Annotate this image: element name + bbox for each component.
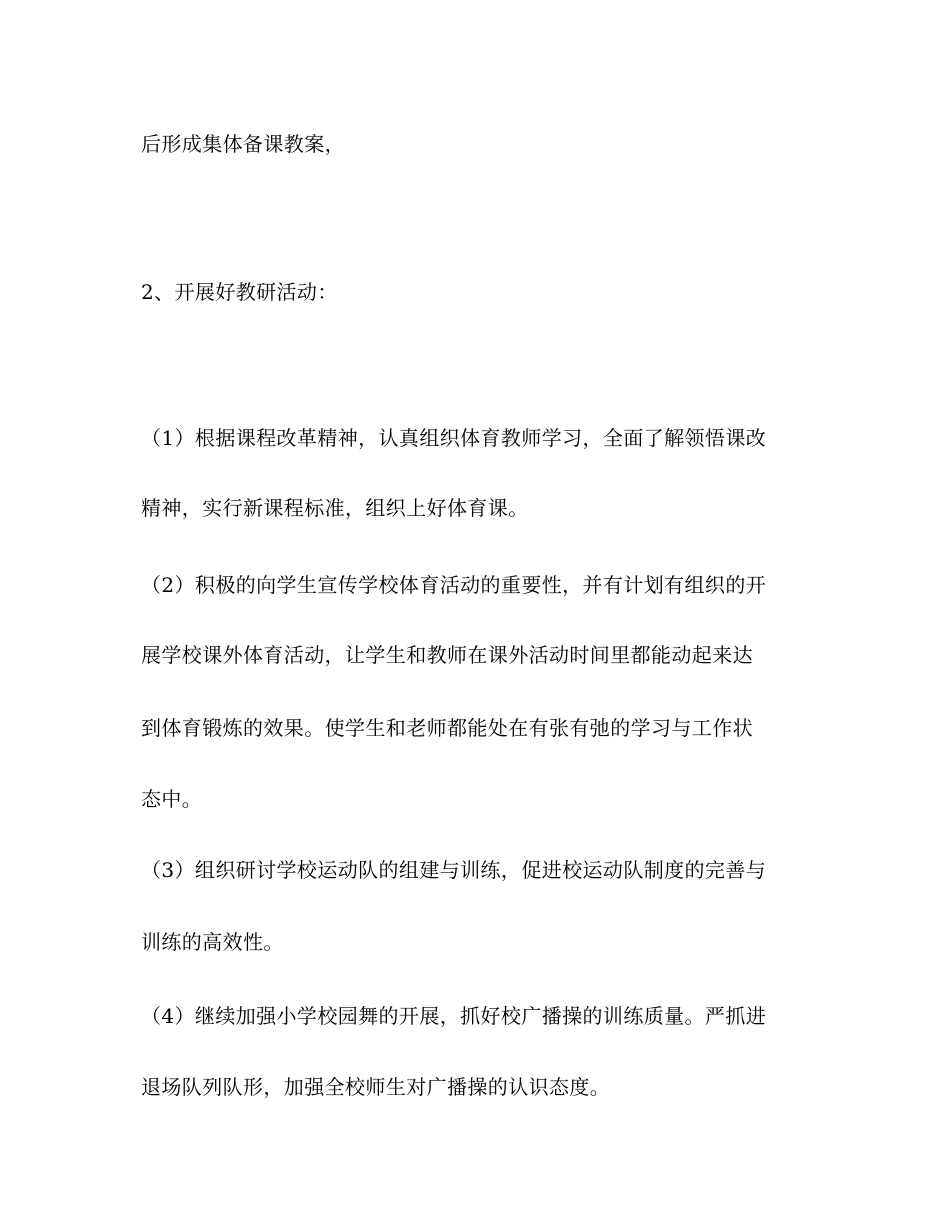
paragraph-line: （3）组织研讨学校运动队的组建与训练，促进校运动队制度的完善与 — [141, 858, 767, 882]
paragraph-line: 精神，实行新课程标准，组织上好体育课。 — [141, 496, 529, 520]
section-heading: 2、开展好教研活动： — [141, 280, 338, 304]
paragraph-line: 退场队列队形，加强全校师生对广播操的认识态度。 — [141, 1075, 611, 1099]
paragraph-line: 训练的高效性。 — [141, 930, 284, 954]
paragraph-line: 到体育锻炼的效果。使学生和老师都能处在有张有弛的学习与工作状 — [141, 716, 753, 740]
paragraph-line: 态中。 — [141, 787, 203, 811]
paragraph-line: （2）积极的向学生宣传学校体育活动的重要性，并有计划有组织的开 — [141, 573, 767, 597]
paragraph-line: （1）根据课程改革精神，认真组织体育教师学习，全面了解领悟课改 — [141, 426, 767, 450]
paragraph-line: 展学校课外体育活动，让学生和教师在课外活动时间里都能动起来达 — [141, 643, 753, 667]
paragraph-line: 后形成集体备课教案， — [141, 132, 345, 156]
paragraph-line: （4）继续加强小学校园舞的开展，抓好校广播操的训练质量。严抓进 — [141, 1004, 767, 1028]
